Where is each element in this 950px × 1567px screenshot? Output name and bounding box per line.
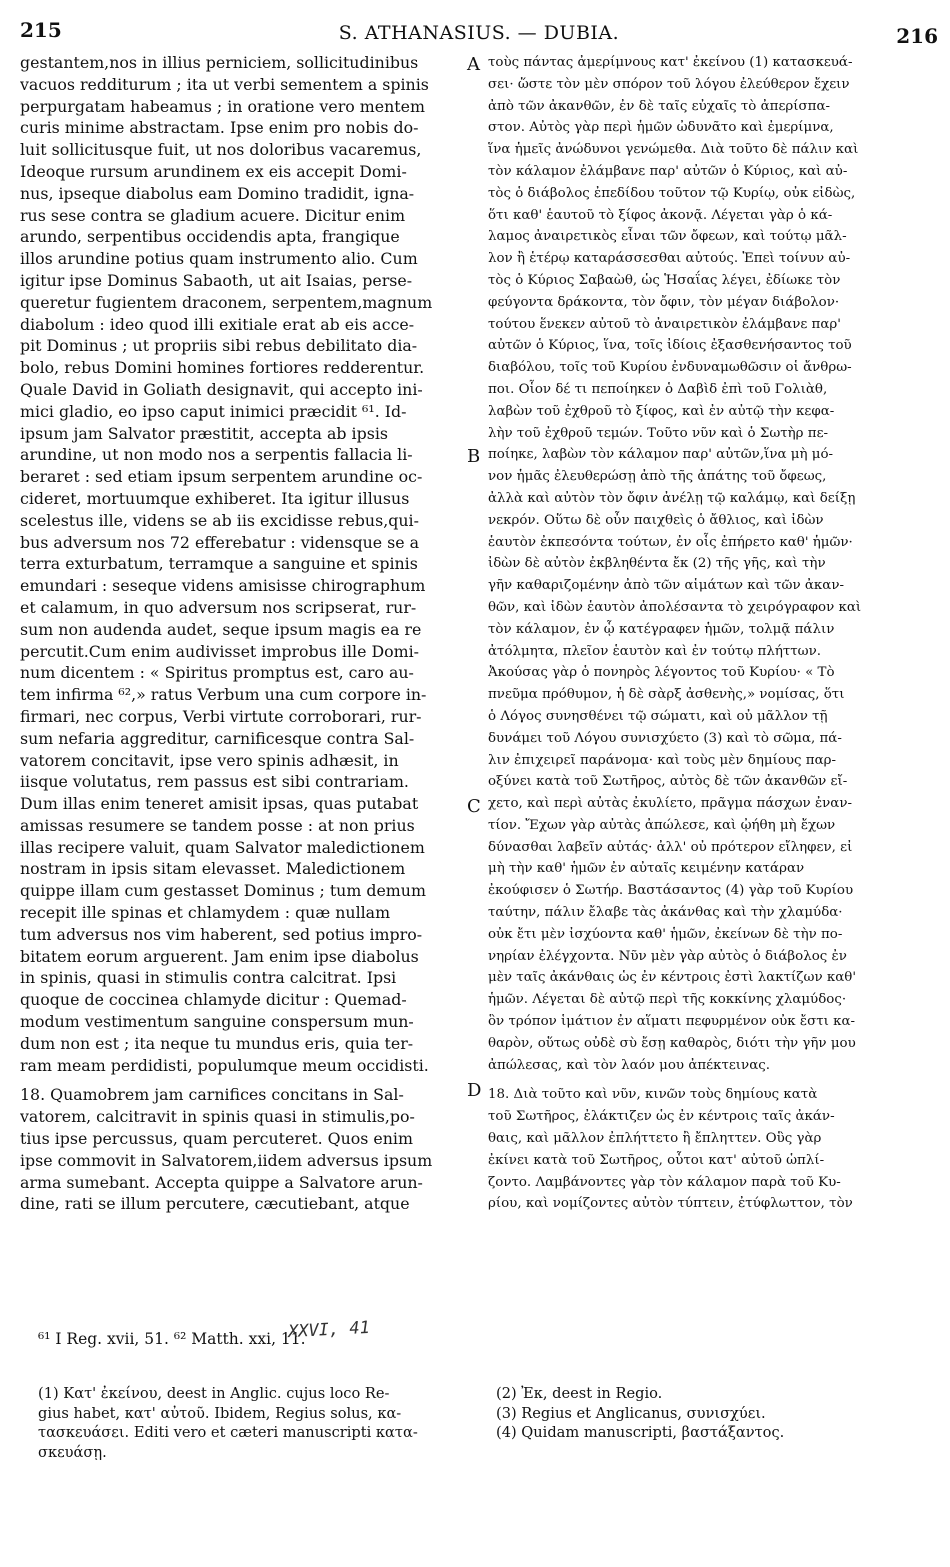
page-number-left: 215: [20, 18, 62, 42]
latin-column: [20, 52, 464, 1215]
latin-text-line: sum non audenda audet, seque ipsum magis ea re: [20, 619, 422, 639]
greek-text-line: δύνασθαι λαβεῖν αὐτάς· ἀλλ' οὐ πρότερον εἴληφεν, εἰ: [488, 839, 853, 855]
greek-text-line: τὸν κάλαμον, ἐν ᾧ κατέγραφεν ἡμῶν, τολμᾷ πάλιν: [488, 621, 835, 637]
latin-text-line: et calamum, in quo adversum nos scripserat, rur-: [20, 597, 417, 617]
greek-text-line: Ἀκούσας γὰρ ὁ πονηρὸς λέγοντος τοῦ Κυρίου· « Τὸ: [488, 665, 835, 681]
greek-text-line: τὸς ὁ διάβολος ἐπεδίδου τοῦτον τῷ Κυρίῳ, οὐκ εἰδὼς,: [488, 185, 856, 201]
latin-text-line: sum nefaria aggreditur, carnificesque contra Sal-: [20, 728, 415, 748]
latin-para18-line: vatorem, calcitravit in spinis quasi in stimulis,po-: [20, 1107, 415, 1127]
margin-letter-b: B: [467, 446, 481, 467]
greek-text-line: νον ἡμᾶς ἐλευθερώσῃ ἀπὸ τῆς ἀπάτης τοῦ ὄφεως,: [488, 469, 827, 485]
greek-text-line: νηρίαν ἐλέγχοντα. Νῦν μὲν γὰρ αὐτὸς ὁ διάβολος ἐν: [488, 948, 847, 964]
greek-text-line: ἀπὸ τῶν ἀκανθῶν, ἐν δὲ ταῖς εὐχαῖς τὸ ἀπερίσπα-: [488, 98, 831, 114]
latin-text-line: curis minime abstractam. Ipse enim pro nobis do-: [20, 118, 419, 138]
greek-text-line: γῆν καθαριζομένην ἀπὸ τῶν αἱμάτων καὶ τῶν ἀκαν-: [488, 578, 844, 594]
greek-text-line: τοὺς πάντας ἀμερίμνους κατ' ἐκείνου (1) κατασκευά-: [488, 55, 853, 70]
latin-text-line: cideret, mortuumque exhiberet. Ita igitur illusus: [20, 488, 410, 508]
greek-text-line: ἐκούφισεν ὁ Σωτήρ. Βαστάσαντος (4) γὰρ τοῦ Κυρίου: [488, 883, 854, 899]
greek-para18-line: ἐκίνει κατὰ τοῦ Σωτῆρος, οὗτοι κατ' αὐτοῦ ὡπλί-: [488, 1152, 825, 1168]
greek-text-line: θῶν, καὶ ἰδὼν ἑαυτὸν ἀπολέσαντα τὸ χειρόγραφον καὶ: [488, 599, 862, 615]
latin-text-line: firmari, nec corpus, Verbi virtute corroborari, rur-: [20, 706, 422, 726]
greek-text-line: σει· ὥστε τὸν μὲν σπόρον τοῦ λόγου ἐλεύθερον ἔχειν: [488, 76, 850, 92]
greek-text-line: νεκρόν. Οὕτω δὲ οὖν παιχθεὶς ὁ ἄθλιος, καὶ ἰδὼν: [488, 512, 824, 528]
handwritten-note: XXVI, 41: [287, 1317, 371, 1343]
greek-text-line: στον. Αὐτὸς γὰρ περὶ ἡμῶν ὠδυνᾶτο καὶ ἐμερίμνα,: [488, 120, 834, 136]
latin-para18-line: ipse commovit in Salvatorem,iidem adversus ipsum: [20, 1150, 433, 1170]
greek-para18-line: 18. Διὰ τοῦτο καὶ νῦν, κινῶν τοὺς δημίους κατὰ: [488, 1087, 818, 1103]
footnote-line: (1) Κατ' ἐκείνου, deest in Anglic. cujus loco Re-: [38, 1385, 390, 1402]
greek-text-line: ὁ Λόγος συνησθένει τῷ σώματι, καὶ οὐ μᾶλλον τῇ: [488, 708, 828, 724]
latin-text-line: num dicentem : « Spiritus promptus est, caro au-: [20, 663, 414, 683]
footnote-line: (3) Regius et Anglicanus, συνισχύει.: [496, 1404, 766, 1422]
latin-text-line: luit sollicitusque fuit, ut nos doloribus vacaremus,: [20, 140, 422, 160]
greek-text-line: διαβόλου, τοῖς τοῦ Κυρίου ἐνδυναμωθῶσιν οἱ ἄνθρω-: [488, 360, 852, 376]
latin-text-line: vatorem concitavit, ipse vero spinis adhæsit, in: [20, 750, 399, 770]
latin-text-line: illas recipere valuit, quam Salvator maledictionem: [20, 837, 425, 857]
greek-para18-line: θαις, καὶ μᾶλλον ἐπλήττετο ἢ ἔπληττεν. Οὓς γὰρ: [488, 1131, 822, 1147]
greek-text-line: μὴ τὴν καθ' ἡμῶν ἐν αὐταῖς κειμένην κατάραν: [488, 861, 805, 877]
margin-letter-c: C: [467, 796, 481, 817]
latin-text-line: amissas resumere se tandem posse : at non prius: [20, 815, 415, 835]
latin-text-line: dum non est ; ita neque tu mundus eris, quia ter-: [20, 1033, 414, 1053]
greek-text-line: οὐκ ἔτι μὲν ἰσχύοντα καθ' ἡμῶν, ἐκείνων δὲ τὴν πο-: [488, 926, 843, 942]
greek-text-line: ὃν τρόπον ἱμάτιον ἐν αἵματι πεφυρμένον οὐκ ἔστι κα-: [488, 1014, 856, 1030]
greek-text-line: πνεῦμα πρόθυμον, ἡ δὲ σὰρξ ἀσθενὴς,» νομίσας, ὅτι: [488, 687, 845, 703]
latin-para18-line: arma sumebant. Accepta quippe a Salvatore arun-: [20, 1172, 423, 1192]
scripture-references: ⁶¹ I Reg. xvii, 51. ⁶² Matth. xxi, 11.: [38, 1330, 306, 1348]
latin-text-line: tum adversus nos vim haberent, sed potius impro-: [20, 924, 423, 944]
latin-text-line: vacuos redditurum ; ita ut verbi sementem a spinis: [20, 74, 429, 94]
latin-text-line: quippe illam cum gestasset Dominus ; tum demum: [20, 881, 426, 901]
latin-text-line: ram meam perdidisti, populumque meum occidisti.: [20, 1055, 429, 1075]
greek-text-line: λαβὼν τοῦ ἐχθροῦ τὸ ξίφος, καὶ ἐν αὐτῷ τὴν κεφα-: [488, 403, 835, 419]
greek-text-line: ποι. Οἷον δέ τι πεποίηκεν ὁ Δαβὶδ ἐπὶ τοῦ Γολιὰθ,: [488, 381, 828, 397]
latin-text-line: percutit.Cum enim audivisset improbus ille Domi-: [20, 641, 419, 661]
greek-text-line: δυνάμει τοῦ Λόγου συνισχύετο (3) καὶ τὸ σῶμα, πά-: [488, 730, 842, 746]
greek-text-line: λον ἢ ἑτέρῳ καταράσσεσθαι αὐτούς. Ἐπεὶ τοίνυν αὐ-: [488, 251, 851, 267]
latin-text-line: bitatem eorum arguerent. Jam enim ipse diabolus: [20, 946, 419, 966]
latin-text-line: in spinis, quasi in stimulis contra calcitrat. Ipsi: [20, 968, 397, 988]
latin-para18-line: 18. Quamobrem jam carnifices concitans in Sal-: [20, 1085, 404, 1105]
greek-text-line: χετο, καὶ περὶ αὐτὰς ἐκυλίετο, πρᾶγμα πάσχων ἐναν-: [488, 796, 852, 812]
latin-text-line: nus, ipseque diabolus eam Domino tradidit, igna-: [20, 183, 415, 203]
latin-text-line: Ideoque rursum arundinem ex eis accepit Domi-: [20, 161, 407, 181]
latin-text-line: rus sese contra se gladium acuere. Dicitur enim: [20, 205, 406, 225]
latin-text-line: recepit ille spinas et chlamydem : quæ nullam: [20, 903, 391, 923]
latin-text-line: pit Dominus ; ut propriis sibi rebus debilitato dia-: [20, 336, 418, 356]
greek-text-line: ἀτόλμητα, πλεῖον ἑαυτὸν καὶ ἐν τούτῳ πλήττων.: [488, 643, 821, 659]
latin-text-line: illos arundine potius quam instrumento alio. Cum: [20, 249, 418, 269]
greek-para18-line: ρίου, καὶ νομίζοντες αὐτὸν τύπτειν, ἐτύφλωττον, τὸν: [488, 1196, 853, 1212]
latin-text-line: arundine, ut non modo nos a serpentis fallacia li-: [20, 445, 413, 465]
latin-text-line: diabolum : ideo quod illi exitiale erat ab eis acce-: [20, 314, 415, 334]
footnote-line: (2) Ἐκ, deest in Regio.: [496, 1385, 663, 1402]
footnotes-left: [38, 1384, 463, 1462]
greek-text-line: τίον. Ἔχων γὰρ αὐτὰς ἀπώλεσε, καὶ ᾠήθη μὴ ἔχων: [488, 817, 836, 833]
latin-text-line: nostram in ipsis sitam elevasset. Maledictionem: [20, 859, 406, 879]
greek-text-line: ἑαυτὸν ἐκπεσόντα τούτων, ἐν οἷς ἐπήρετο καθ' ἡμῶν·: [488, 534, 853, 550]
latin-text-line: arundo, serpentibus occidendis apta, frangique: [20, 227, 400, 247]
latin-text-line: ipsum jam Salvator præstitit, accepta ab ipsis: [20, 423, 388, 443]
greek-text-line: ἰδὼν δὲ αὐτὸν ἐκβληθέντα ἔκ (2) τῆς γῆς, καὶ τὴν: [488, 556, 826, 572]
greek-text-line: μὲν ταῖς ἀκάνθαις ὡς ἐν κέντροις ἐστὶ λακτίζων καθ': [488, 970, 857, 986]
margin-letter-a: A: [467, 54, 480, 75]
latin-text-line: perpurgatam habeamus ; in oratione vero mentem: [20, 96, 425, 116]
greek-text-line: ἀπώλεσας, καὶ τὸν λαόν μου ἀπέκτεινας.: [488, 1057, 771, 1073]
running-title: S. ATHANASIUS. — DUBIA.: [338, 22, 620, 44]
latin-text-line: igitur ipse Dominus Sabaoth, ut ait Isaias, perse-: [20, 270, 413, 290]
latin-para18-line: tius ipse percussus, quam percuteret. Quos enim: [20, 1129, 413, 1149]
greek-text-line: ἡμῶν. Λέγεται δὲ αὐτῷ περὶ τῆς κοκκίνης χλαμύδος·: [488, 992, 847, 1008]
greek-text-line: ὅτι καθ' ἑαυτοῦ τὸ ξίφος ἀκονᾷ. Λέγεται γὰρ ὁ κά-: [488, 207, 833, 223]
greek-text-line: ἵνα ἡμεῖς ἀνώδυνοι γενώμεθα. Διὰ τοῦτο δὲ πάλιν καὶ: [488, 142, 859, 158]
latin-text-line: bolo, rebus Domini homines fortiores redderentur.: [20, 358, 425, 378]
latin-text-line: tem infirma ⁶²,» ratus Verbum una cum corpore in-: [20, 685, 427, 705]
margin-letter-d: D: [467, 1080, 482, 1101]
greek-text-line: λαμος ἀναιρετικὸς εἶναι τῶν ὄφεων, καὶ τούτῳ μᾶλ-: [488, 229, 847, 245]
greek-text-line: τὸς ὁ Κύριος Σαβαὼθ, ὡς Ἡσαΐας λέγει, ἐδίωκε τὸν: [488, 272, 841, 288]
latin-text-line: mici gladio, eo ipso caput inimici præcidit ⁶¹. Id-: [20, 401, 407, 421]
greek-para18-line: τοῦ Σωτῆρος, ἐλάκτιζεν ὡς ἐν κέντροις ταῖς ἀκάν-: [488, 1109, 835, 1125]
greek-text-line: θαρὸν, οὕτως οὐδὲ σὺ ἔσῃ καθαρὸς, διότι τὴν γῆν μου: [488, 1035, 856, 1051]
latin-text-line: gestantem,nos in illius perniciem, sollicitudinibus: [20, 53, 419, 72]
latin-text-line: modum vestimentum sanguine conspersum mun-: [20, 1012, 414, 1032]
latin-text-line: terra exturbatum, terramque a sanguine et spinis: [20, 554, 418, 574]
greek-text-line: λὴν τοῦ ἐχθροῦ τεμών. Τοῦτο νῦν καὶ ὁ Σωτὴρ πε-: [488, 425, 829, 441]
latin-text-line: beraret : sed etiam ipsum serpentem arundine oc-: [20, 467, 423, 487]
greek-para18-line: ζοντο. Λαμβάνοντες γὰρ τὸν κάλαμον παρὰ τοῦ Κυ-: [488, 1174, 841, 1190]
page-number-right: 216: [896, 24, 938, 48]
greek-text-line: ταύτην, πάλιν ἔλαβε τὰς ἀκάνθας καὶ τὴν χλαμύδα·: [488, 905, 843, 921]
latin-para18-line: dine, rati se illum percutere, cæcutiebant, atque: [20, 1194, 410, 1214]
footnote-line: (4) Quidam manuscripti, βαστάξαντος.: [496, 1424, 785, 1441]
footnote-line: gius habet, κατ' αὐτοῦ. Ibidem, Regius solus, κα-: [38, 1404, 402, 1422]
greek-text-line: λιν ἐπιχειρεῖ παράνομα· καὶ τοὺς μὲν δημίους παρ-: [488, 752, 837, 768]
greek-text-line: αὐτῶν ὁ Κύριος, ἵνα, τοῖς ἰδίοις ἐξασθενήσαντος τοῦ: [488, 338, 852, 354]
latin-text-line: quoque de coccinea chlamyde dicitur : Quemad-: [20, 990, 407, 1010]
footnotes-right: [496, 1384, 936, 1443]
latin-text-line: scelestus ille, videns se ab iis excidisse rebus,qui-: [20, 510, 419, 530]
latin-text-line: iisque volutatus, rem passus est sibi contrariam.: [20, 772, 409, 792]
greek-text-line: οξύνει κατὰ τοῦ Σωτῆρος, αὐτὸς δὲ τῶν ἀκανθῶν εἴ-: [488, 774, 848, 790]
paragraph-gap: [488, 1076, 938, 1084]
latin-text-line: bus adversum nos 72 efferebatur : vidensque se a: [20, 532, 420, 552]
greek-text-line: ἀλλὰ καὶ αὐτὸν τὸν ὄφιν ἀνέλῃ τῷ καλάμῳ, καὶ δείξῃ: [488, 490, 856, 506]
greek-text-line: τούτου ἕνεκεν αὐτοῦ τὸ ἀναιρετικὸν ἐλάμβανε παρ': [488, 316, 841, 332]
latin-text-line: queretur fugientem draconem, serpentem,magnum: [20, 292, 433, 312]
footnote-line: τασκευάσει. Editi vero et cæteri manuscripti κατα-: [38, 1424, 418, 1441]
latin-text-line: Dum illas enim teneret amisit ipsas, quas putabat: [20, 794, 419, 814]
greek-column: [488, 52, 938, 1215]
greek-text-line: τὸν κάλαμον ἐλάμβανε παρ' αὐτῶν ὁ Κύριος, καὶ αὐ-: [488, 163, 848, 179]
latin-text-line: emundari : seseque videns amisisse chirographum: [20, 576, 426, 596]
footnote-line: σκευάσῃ.: [38, 1443, 107, 1461]
page-header: [20, 18, 938, 48]
paragraph-gap: [20, 1076, 464, 1084]
latin-text-line: Quale David in Goliath designavit, qui accepto ini-: [20, 379, 423, 399]
greek-text-line: φεύγοντα δράκοντα, τὸν ὄφιν, τὸν μέγαν διάβολον·: [488, 294, 840, 310]
greek-text-line: ποίηκε, λαβὼν τὸν κάλαμον παρ' αὐτῶν,ἵνα μὴ μό-: [488, 447, 834, 463]
